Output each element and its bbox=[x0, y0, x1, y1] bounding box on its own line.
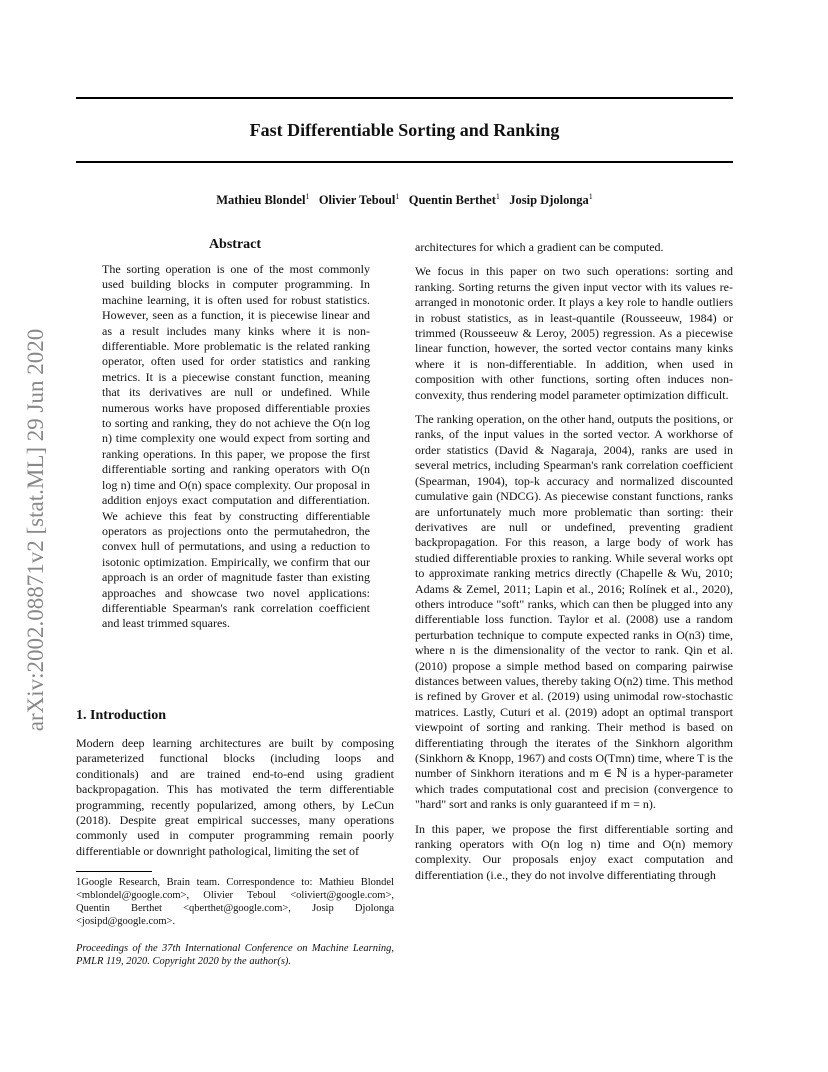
abstract-heading: Abstract bbox=[208, 237, 262, 252]
affiliation-footnote: 1Google Research, Brain team. Correspondence to: Mathieu Blondel <mblondel@google.com>, Olivier Teboul <oliviert@google.com>, Quentin Berthet <qberthet@google.com>, Josip Djolonga <josipd@google.com>. bbox=[76, 877, 394, 927]
author-affiliation: 1 bbox=[395, 192, 400, 201]
introduction-paragraph: Modern deep learning architectures are built by composing parameterized functional blocks (including loops and conditionals) and are trained end-to-end using gradient backpropagation. This has motivated the term differentiable programming, recently popularized, among others, by LeCun (2018). Despite great empirical successes, many operations commonly used in computer programming remain poorly differentiable or downright pathological, limiting the set of bbox=[76, 736, 394, 858]
paragraph: architectures for which a gradient can be computed. bbox=[415, 240, 664, 254]
author-affiliation: 1 bbox=[305, 192, 310, 201]
author-affiliation: 1 bbox=[588, 192, 593, 201]
author-name: Josip Djolonga bbox=[509, 193, 589, 208]
author-name: Mathieu Blondel bbox=[216, 193, 306, 208]
paragraph: In this paper, we propose the first differentiable sorting and ranking operators with O(n log n) time and O(n) memory complexity. Our proposals enjoy exact computation and differentiation (i.e., they do not involve differentiating through bbox=[415, 821, 733, 882]
footnote-rule bbox=[76, 871, 152, 872]
author-list bbox=[76, 192, 733, 208]
paragraph: The ranking operation, on the other hand, outputs the positions, or ranks, of the input values in the sorted vector. A workhorse of order statistics (David & Nagaraja, 2004), ranks are used in several metrics, including Spearman's rank correlation coefficient (Spearman, 1904), top-k accuracy and normalized discounted cumulative gain (NDCG). As piecewise constant functions, ranks are unfortunately much more problematic than sorting: their derivatives are null or undefined, preventing gradient backpropagation. For this reason, a large body of work has studied differentiable proxies to ranking. While several works opt to approximate ranking metrics directly (Chapelle & Wu, 2010; Adams & Zemel, 2011; Lapin et al., 2016; Rolínek et al., 2020), others introduce "soft" ranks, which can then be plugged into any differentiable loss function. Taylor et al. (2008) use a random perturbation technique to compute expected ranks in O(n3) time, where n is the dimensionality of the vector to rank. Qin et al. (2010) propose a simple method based on comparing pairwise distances between values, thereby taking O(n2) time. This method is refined by Grover et al. (2019) using unimodal row-stochastic matrices. Lastly, Cuturi et al. (2019) adopt an optimal transport viewpoint of sorting and ranking. Their method is based on differentiating through the iterates of the Sinkhorn algorithm (Sinkhorn & Knopp, 1967) and costs O(Tmn) time, where T is the number of Sinkhorn iterations and m ∈ ℕ is a hyper-parameter which trades computational cost and precision (convergence to "hard" sort and ranks is only guaranteed if m = n). bbox=[415, 412, 733, 812]
paper-title: Fast Differentiable Sorting and Ranking bbox=[249, 120, 560, 140]
author-name: Olivier Teboul bbox=[318, 193, 396, 208]
right-column bbox=[415, 240, 733, 883]
paragraph: We focus in this paper on two such operations: sorting and ranking. Sorting returns the given input vector with its values re-arranged in monotonic order. It plays a key role to handle outliers in robust statistics, as in least-quantile (Rousseeuw, 1984) or trimmed (Rousseeuw & Leroy, 2005) regression. As a piecewise linear function, however, the sorted vector contains many kinks where it is non-differentiable. In addition, when used in composition with other functions, sorting often induces non-convexity, thus rendering model parameter optimization difficult. bbox=[415, 264, 733, 402]
title-rule bbox=[76, 161, 733, 163]
introduction-text bbox=[76, 736, 394, 859]
section-heading-introduction: 1. Introduction bbox=[76, 708, 166, 723]
author-affiliation: 1 bbox=[495, 192, 500, 201]
proceedings-note: Proceedings of the 37th International Conference on Machine Learning, PMLR 119, 2020. Copyright 2020 by the author(s). bbox=[76, 943, 394, 967]
arxiv-identifier[interactable]: arXiv:2002.08871v2 [stat.ML] 29 Jun 2020 bbox=[23, 328, 48, 732]
top-rule bbox=[76, 97, 733, 99]
abstract-text: The sorting operation is one of the most commonly used building blocks in computer programming. In machine learning, it is often used for robust statistics. However, seen as a function, it is piecewise linear and as a result includes many kinks where it is non-differentiable. More problematic is the related ranking operator, often used for order statistics and ranking metrics. It is a piecewise constant function, meaning that its derivatives are null or undefined. While numerous works have proposed differentiable proxies to sorting and ranking, they do not achieve the O(n log n) time complexity one would expect from sorting and ranking operations. In this paper, we propose the first differentiable sorting and ranking operators with O(n log n) time and O(n) space complexity. Our proposal in addition enjoys exact computation and differentiation. We achieve this feat by constructing differentiable operators as projections onto the permutahedron, the convex hull of permutations, and using a reduction to isotonic optimization. Empirically, we confirm that our approach is an order of magnitude faster than existing approaches and showcase two novel applications: differentiable Spearman's rank correlation coefficient and least trimmed squares. bbox=[102, 262, 370, 631]
author-name: Quentin Berthet bbox=[408, 193, 496, 208]
